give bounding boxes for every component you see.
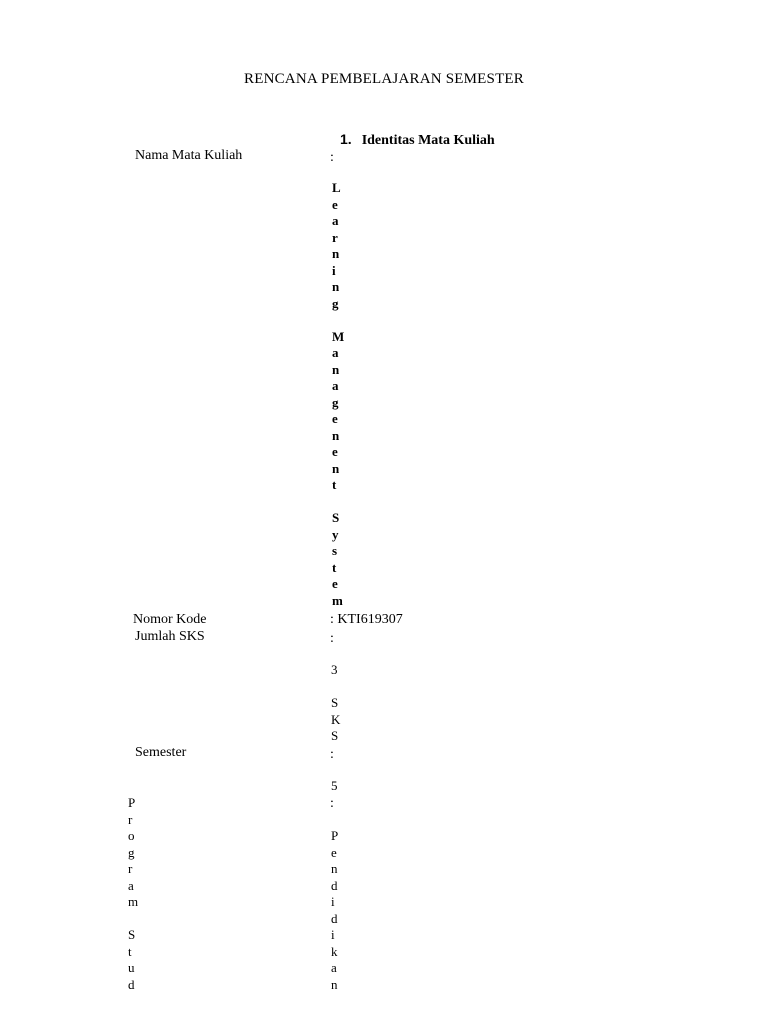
char: t <box>332 559 337 575</box>
char: e <box>331 844 337 860</box>
char: i <box>331 927 335 942</box>
char: d <box>128 976 135 992</box>
separator-nomor-kode: : <box>330 612 334 627</box>
value-semester <box>331 778 351 795</box>
label-semester: Semester <box>135 745 187 760</box>
char: r <box>128 811 133 827</box>
char: g <box>332 295 339 311</box>
label-program-studi <box>128 795 148 993</box>
char: g <box>332 394 339 410</box>
char: n <box>332 361 340 377</box>
value-jumlah-sks <box>331 662 351 745</box>
document-title: RENCANA PEMBELAJARAN SEMESTER <box>244 71 524 87</box>
char: K <box>331 711 341 727</box>
separator-jumlah-sks: : <box>330 631 334 646</box>
char: d <box>331 877 338 893</box>
char: a <box>332 345 339 360</box>
char: n <box>332 460 340 476</box>
value-nama-mata-kuliah <box>332 180 352 609</box>
char: a <box>332 213 339 228</box>
char: P <box>331 828 339 843</box>
char: n <box>332 427 340 443</box>
char: e <box>332 576 338 591</box>
char: r <box>128 861 133 876</box>
section-title: Identitas Mata Kuliah <box>361 133 495 148</box>
char: S <box>332 510 340 525</box>
section-number: 1. <box>340 131 352 147</box>
label-nomor-kode: Nomor Kode <box>133 612 207 627</box>
char: g <box>128 844 135 860</box>
char: m <box>128 894 139 909</box>
separator-program-studi: : <box>330 796 334 811</box>
char-gap <box>332 312 352 329</box>
label-jumlah-sks: Jumlah SKS <box>135 629 205 644</box>
char-gap <box>331 679 351 696</box>
value-nomor-kode <box>330 612 403 628</box>
char: d <box>331 910 338 926</box>
char: s <box>332 543 338 558</box>
char: 3 <box>331 662 338 677</box>
char: r <box>332 229 338 245</box>
char: t <box>128 943 132 959</box>
char: P <box>128 795 136 810</box>
char: a <box>128 877 134 893</box>
section-heading <box>340 131 495 149</box>
char: y <box>332 526 339 542</box>
value-program-studi <box>331 828 351 993</box>
char: a <box>331 960 337 975</box>
char: n <box>332 246 340 261</box>
char-gap <box>332 494 352 511</box>
char: o <box>128 828 135 843</box>
char: S <box>331 695 339 710</box>
char: 5 <box>331 778 338 793</box>
char: S <box>331 728 339 743</box>
char: m <box>332 592 343 608</box>
char: e <box>332 444 338 459</box>
char: n <box>331 861 338 876</box>
char: u <box>128 960 135 975</box>
char: i <box>332 262 336 278</box>
char: n <box>332 279 340 294</box>
char: n <box>331 976 338 992</box>
char: S <box>128 927 136 942</box>
char: a <box>332 378 339 393</box>
char: e <box>332 196 338 212</box>
nomor-kode-text: KTI619307 <box>337 612 403 627</box>
char: k <box>331 943 338 959</box>
separator-nama-mata-kuliah: : <box>330 150 334 165</box>
char: i <box>331 894 335 909</box>
char: L <box>332 180 341 195</box>
char: M <box>332 328 345 344</box>
label-nama-mata-kuliah: Nama Mata Kuliah <box>135 148 243 163</box>
char: t <box>332 477 337 492</box>
separator-semester: : <box>330 747 334 762</box>
char-gap <box>128 911 148 928</box>
char: e <box>332 411 338 426</box>
